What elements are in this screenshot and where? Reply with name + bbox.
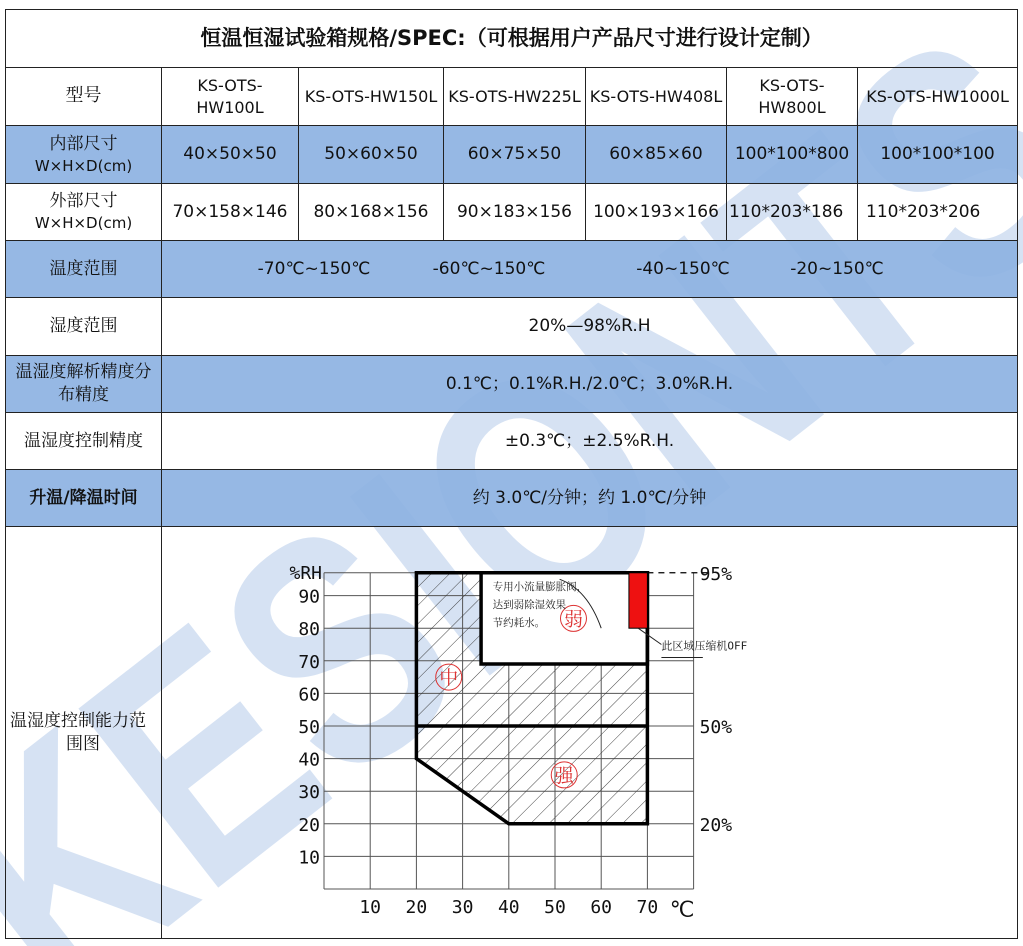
x-tick-label: 20: [405, 896, 428, 918]
inner-size-label: [6, 126, 162, 184]
model-cell: KS-OTS-HW100L: [162, 68, 299, 126]
y-tick-label: 80: [298, 618, 320, 640]
outer-size-cell: 80×168×156: [299, 184, 444, 241]
compressor-off-block: [629, 572, 647, 627]
inner-size-label-line1: 内部尺寸: [49, 133, 118, 154]
temp-range-value: -20~150℃: [790, 258, 884, 279]
page-title: 恒温恒湿试验箱规格/SPEC:（可根据用户产品尺寸进行设计定制）: [6, 10, 1018, 68]
model-cell: KS-OTS-HW800L: [727, 68, 858, 126]
weak-zone-label: 弱: [563, 607, 583, 630]
y-tick-label: 40: [298, 749, 320, 771]
model-label: 型号: [6, 68, 162, 126]
inner-size-cell: 60×85×60: [586, 126, 727, 184]
outer-size-label-line1: 外部尺寸: [49, 191, 118, 212]
chart-label: 温湿度控制能力范 围图: [6, 527, 162, 939]
resolution-value: 0.1℃；0.1%R.H./2.0℃；3.0%R.H.: [162, 356, 1018, 413]
outer-size-label-line2: W×H×D(cm): [34, 214, 133, 233]
x-axis-label: ℃: [669, 897, 695, 923]
ramp-time-label: 升温/降温时间: [6, 470, 162, 527]
outer-size-cell: 110*203*186: [727, 184, 858, 241]
x-tick-label: 10: [359, 896, 382, 918]
x-tick-label: 50: [544, 896, 566, 918]
outer-size-cell: 90×183×156: [444, 184, 586, 241]
y-tick-label: 10: [298, 846, 320, 868]
outer-size-cell: 100×193×166: [586, 184, 727, 241]
y-axis-label: %RH: [289, 562, 322, 584]
outer-size-label: [6, 184, 162, 241]
y-tick-label: 60: [298, 683, 320, 705]
temp-range-values: [162, 241, 1018, 298]
control-precision-value: ±0.3℃；±2.5%R.H.: [162, 413, 1018, 470]
note-line: 专用小流量膨胀阀，: [492, 580, 588, 593]
y-tick-label: 20: [298, 814, 320, 836]
humidity-range-label: 湿度范围: [6, 298, 162, 356]
y-tick-label: 70: [298, 651, 320, 673]
inner-size-cell: 100*100*100: [858, 126, 1018, 184]
y-tick-label: 50: [298, 716, 320, 738]
temp-range-value: -70℃~150℃: [257, 258, 371, 279]
right-percent-label: 95%: [699, 563, 733, 585]
inner-size-cell: 100*100*800: [727, 126, 858, 184]
medium-zone-label: 中: [439, 666, 459, 689]
x-tick-label: 40: [497, 896, 520, 918]
model-cell: KS-OTS-HW408L: [586, 68, 727, 126]
temp-range-label: 温度范围: [6, 241, 162, 298]
right-percent-label: 50%: [699, 716, 733, 738]
resolution-label: 温湿度解析精度分 布精度: [6, 356, 162, 413]
model-cell: KS-OTS-HW150L: [299, 68, 444, 126]
outer-size-cell: 70×158×146: [162, 184, 299, 241]
chart-cell: [162, 527, 1018, 939]
spec-table: [5, 9, 1018, 939]
humidity-range-value: 20%—98%R.H: [162, 298, 1018, 356]
x-tick-label: 70: [636, 896, 659, 918]
inner-size-cell: 40×50×50: [162, 126, 299, 184]
temp-range-value: -40~150℃: [636, 258, 730, 279]
inner-size-cell: 50×60×50: [299, 126, 444, 184]
note-line: 达到弱除湿效果: [492, 598, 567, 611]
control-precision-label: 温湿度控制精度: [6, 413, 162, 470]
compressor-off-label: 此区域压缩机OFF: [661, 639, 748, 652]
y-tick-label: 90: [298, 586, 320, 608]
ramp-time-value: 约 3.0℃/分钟；约 1.0℃/分钟: [162, 470, 1018, 527]
strong-zone-label: 强: [554, 764, 574, 787]
capability-chart: [164, 528, 1018, 938]
model-cell: KS-OTS-HW225L: [444, 68, 586, 126]
y-tick-label: 30: [298, 781, 320, 803]
outer-size-cell: 110*203*206: [858, 184, 1018, 241]
inner-size-label-line2: W×H×D(cm): [34, 156, 133, 175]
right-percent-label: 20%: [699, 814, 733, 836]
x-tick-label: 60: [590, 896, 613, 918]
model-cell: KS-OTS-HW1000L: [858, 68, 1018, 126]
note-line: 节约耗水。: [492, 616, 546, 629]
inner-size-cell: 60×75×50: [444, 126, 586, 184]
temp-range-value: -60℃~150℃: [432, 258, 546, 279]
x-tick-label: 30: [451, 896, 474, 918]
